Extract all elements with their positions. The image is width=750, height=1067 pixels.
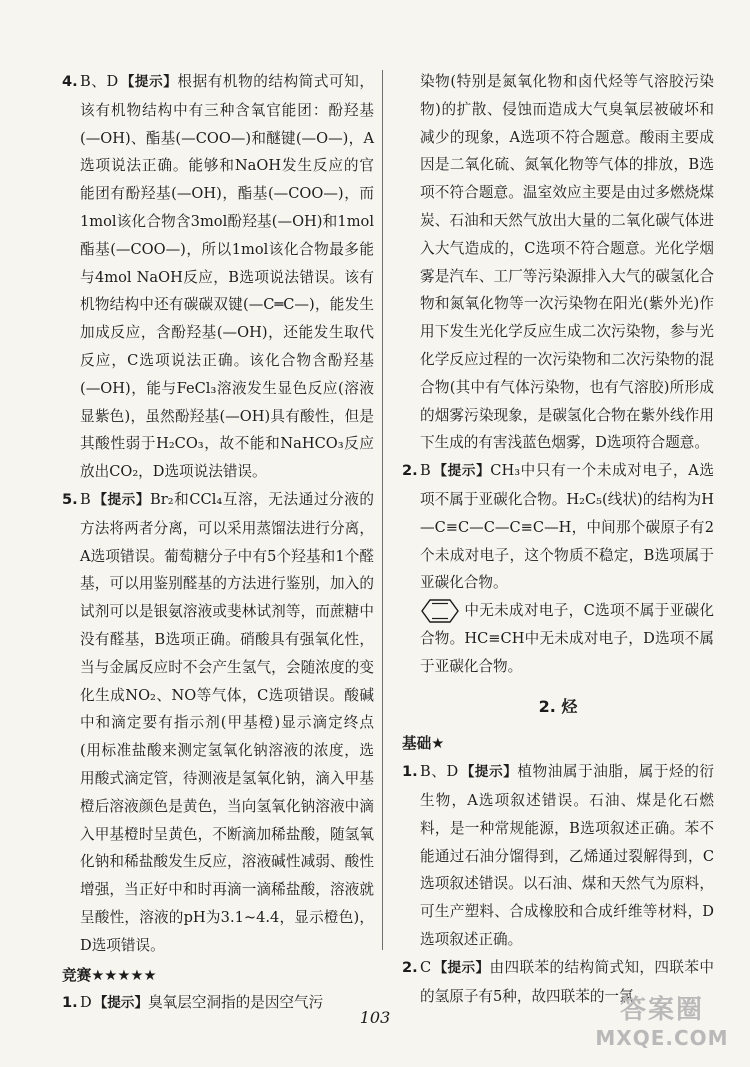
item-text: Br₂和CCl₄互溶，无法通过分液的方法将两者分离，可以采用蒸馏法进行分离，A选项错误。葡萄糖分子中有5个羟基和1个醛基，可以用鉴别醛基的方法进行鉴别，加入的试剂可以是银氨溶液或斐林试剂等，而蔗糖中没有醛基，B选项正确。硝酸具有强氧化性，当与金属反应时不会产生氢气，会随浓度的变化生成NO₂、NO等气体，C选项错误。酸碱中和滴定要有指示剂(甲基橙)显示滴定终点(用标准盐酸来测定氢氧化钠溶液的浓度，选用酸式滴定管，待测液是氢氧化钠，滴入甲基橙后溶液颜色是黄色，当向氢氧化钠溶液中滴入甲基橙时呈黄色，不断滴加稀盐酸，随氢氧化钠和稀盐酸发生反应，溶液碱性减弱、酸性增强，当正好中和时再滴一滴稀盐酸，溶液就呈酸性，溶液的pH为3.1~4.4，显示橙色)，D选项错误。 [80, 490, 375, 954]
item-number: 2. [402, 958, 418, 976]
page-number: 103 [359, 1008, 391, 1027]
hint-label: 【提示】 [460, 764, 518, 781]
item-answer: B [420, 462, 431, 480]
watermark-logo [592, 993, 732, 1053]
item-number: 1. [402, 763, 418, 781]
column-divider [382, 70, 383, 950]
item-answer: B、D [80, 73, 119, 90]
basic-heading: 基础★ [402, 735, 445, 753]
hint-label: 【提示】 [432, 463, 491, 480]
item-number: 5. [62, 490, 78, 508]
item-answer: B [80, 490, 91, 508]
item-text: 由四联苯的结构简式知，四联苯中的氢原子有5种，故四联苯的一氯 [420, 958, 714, 1005]
right-column [402, 68, 714, 1010]
hint-label: 【提示】 [92, 491, 151, 508]
competition-item-1-continued [402, 68, 714, 457]
item-text: CH₃中只有一个未成对电子，A选项不属于亚碳化合物。H₂C₅(线状)的结构为H—C≡C—C—C≡C—H，中间那个碳原子有2个未成对电子，这个物质不稳定，B选项属于亚碳化合物。 [420, 462, 714, 592]
watermark-sub: MXQE.COM [595, 1026, 729, 1050]
item-number: 1. [62, 994, 78, 1012]
item-answer: C [420, 958, 432, 976]
item-number: 2. [402, 462, 418, 480]
answer-item-5 [62, 486, 374, 960]
item-text: 根据有机物的结构简式可知，该有机物结构中有三种含氧官能团：酚羟基(—OH)、酯基(—COO—)和醚键(—O—)，A选项说法正确。能够和NaOH发生反应的官能团有酚羟基(—OH)，酯基(—COO—)，而1mol该化合物含3mol酚羟基(—OH)和1mol酯基(—COO—)，所以1mol该化合物最多能与4mol NaOH反应，B选项说法错误。该有机物结构中还有碳碳双键(—C═C—)，能发生加成反应，含酚羟基(—OH)，还能发生取代反应，C选项说法正确。该化合物含酚羟基(—OH)，能与FeCl₃溶液发生显色反应(溶液显紫色)，虽然酚羟基(—OH)具有酸性，但是其酸性弱于H₂CO₃，故不能和NaHCO₃反应放出CO₂，D选项说法错误。 [80, 73, 374, 481]
item-text: 植物油属于油脂，属于烃的衍生物，A选项叙述错误。石油、煤是化石燃料，是一种常规能源，B选项叙述正确。苯不能通过石油分馏得到，乙烯通过裂解得到，C选项叙述错误。以石油、煤和天然气为原料，可生产塑料、合成橡胶和合成纤维等材料，D选项叙述正确。 [420, 763, 714, 948]
item-text: 臭氧层空洞指的是因空气污 [148, 994, 324, 1012]
hint-label: 【提示】 [433, 959, 490, 976]
hint-label: 【提示】 [120, 74, 178, 90]
section-title: 2. 烃 [538, 696, 578, 716]
hint-label: 【提示】 [93, 995, 149, 1012]
item-text: 染物(特别是氮氧化物和卤代烃等气溶胶污染物)的扩散、侵蚀而造成大气臭氧层被破坏和减少的现象，A选项不符合题意。酸雨主要成因是二氧化硫、氮氧化物等气体的排放，B选项不符合题意。温室效应主要是由过多燃烧煤炭、石油和天然气放出大量的二氧化碳气体进入大气造成的，C选项不符合题意。光化学烟雾是汽车、工厂等污染源排入大气的碳氢化合物和氮氧化物等一次污染物在阳光(紫外光)作用下发生光化学反应生成二次污染物，参与光化学反应过程的一次污染物和二次污染物的混合物(其中有气体污染物，也有气溶胶)所形成的烟雾污染现象，是碳氢化合物在紫外线作用下生成的有害浅蓝色烟雾，D选项符合题意。 [420, 73, 714, 452]
watermark-main: 答案圈 [619, 995, 704, 1025]
answer-item-4 [62, 68, 374, 486]
item-answer: B、D [420, 763, 459, 781]
competition-heading: 竞赛★★★★★ [62, 966, 157, 984]
cyclohexadiene-structure-icon [420, 598, 460, 624]
item-text-continued: 中无未成对电子，C选项不属于亚碳化合物。HC≡CH中无未成对电子，D选项不属于亚碳化合物。 [420, 602, 714, 675]
competition-item-2 [402, 457, 714, 680]
basic-item-1 [402, 758, 714, 954]
left-column [62, 68, 374, 1018]
item-number: 4. [62, 73, 78, 90]
item-answer: D [80, 994, 92, 1012]
